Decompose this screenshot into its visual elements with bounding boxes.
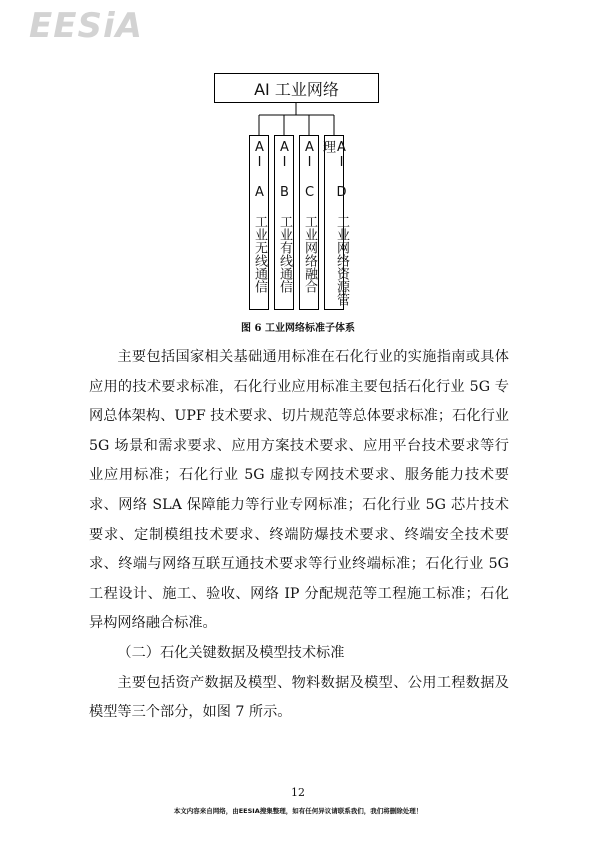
diagram-child-node-a: AI A 工业无线通信	[249, 135, 269, 310]
eesia-watermark-logo: EESiA	[29, 6, 143, 46]
paragraph: 主要包括资产数据及模型、物料数据及模型、公用工程数据及模型等三个部分，如图 7 所示。	[89, 674, 509, 721]
diagram-child-node-c: AI C 工业网络融合	[299, 135, 319, 310]
diagram-root-node: AI 工业网络	[214, 73, 379, 103]
diagram-connectors	[0, 0, 596, 320]
section-heading: （二）石化关键数据及模型技术标准	[117, 644, 345, 661]
diagram-child-node-b: AI B 工业有线通信	[274, 135, 294, 310]
paragraph: 主要包括国家相关基础通用标准在石化行业的实施指南或具体应用的技术要求标准，石化行业应用标准主要包括石化行业 5G 专网总体架构、UPF 技术要求、切片规范等总体要求标准；石化行业 5G 场景和需求要求、应用方案技术要求、应用平台技术要求等行业应用标准；石化行业 5G 虚拟专网技术要求、服务能力技术要求、网络 SLA 保障能力等行业专网标准；石化行业 5G 芯片技术要求、定制模组技术要求、终端防爆技术要求、终端安全技术要求、终端与网络互联互通技术要求等行业终端标准；石化行业 5G 工程设计、施工、验收、网络 IP 分配规范等工程施工标准；石化异构网络融合标准。	[89, 349, 509, 632]
figure-caption: 图 6 工业网络标准子体系	[241, 323, 355, 334]
body-text	[89, 343, 509, 728]
standards-hierarchy-diagram	[0, 0, 596, 320]
page-number: 12	[291, 786, 305, 799]
diagram-child-node-d: AI D 工业网络资源管理	[324, 135, 344, 310]
footer-disclaimer: 本文内容来自网络，由EESIA搜集整理，如有任何异议请联系我们，我们将删除处理！	[173, 807, 423, 815]
